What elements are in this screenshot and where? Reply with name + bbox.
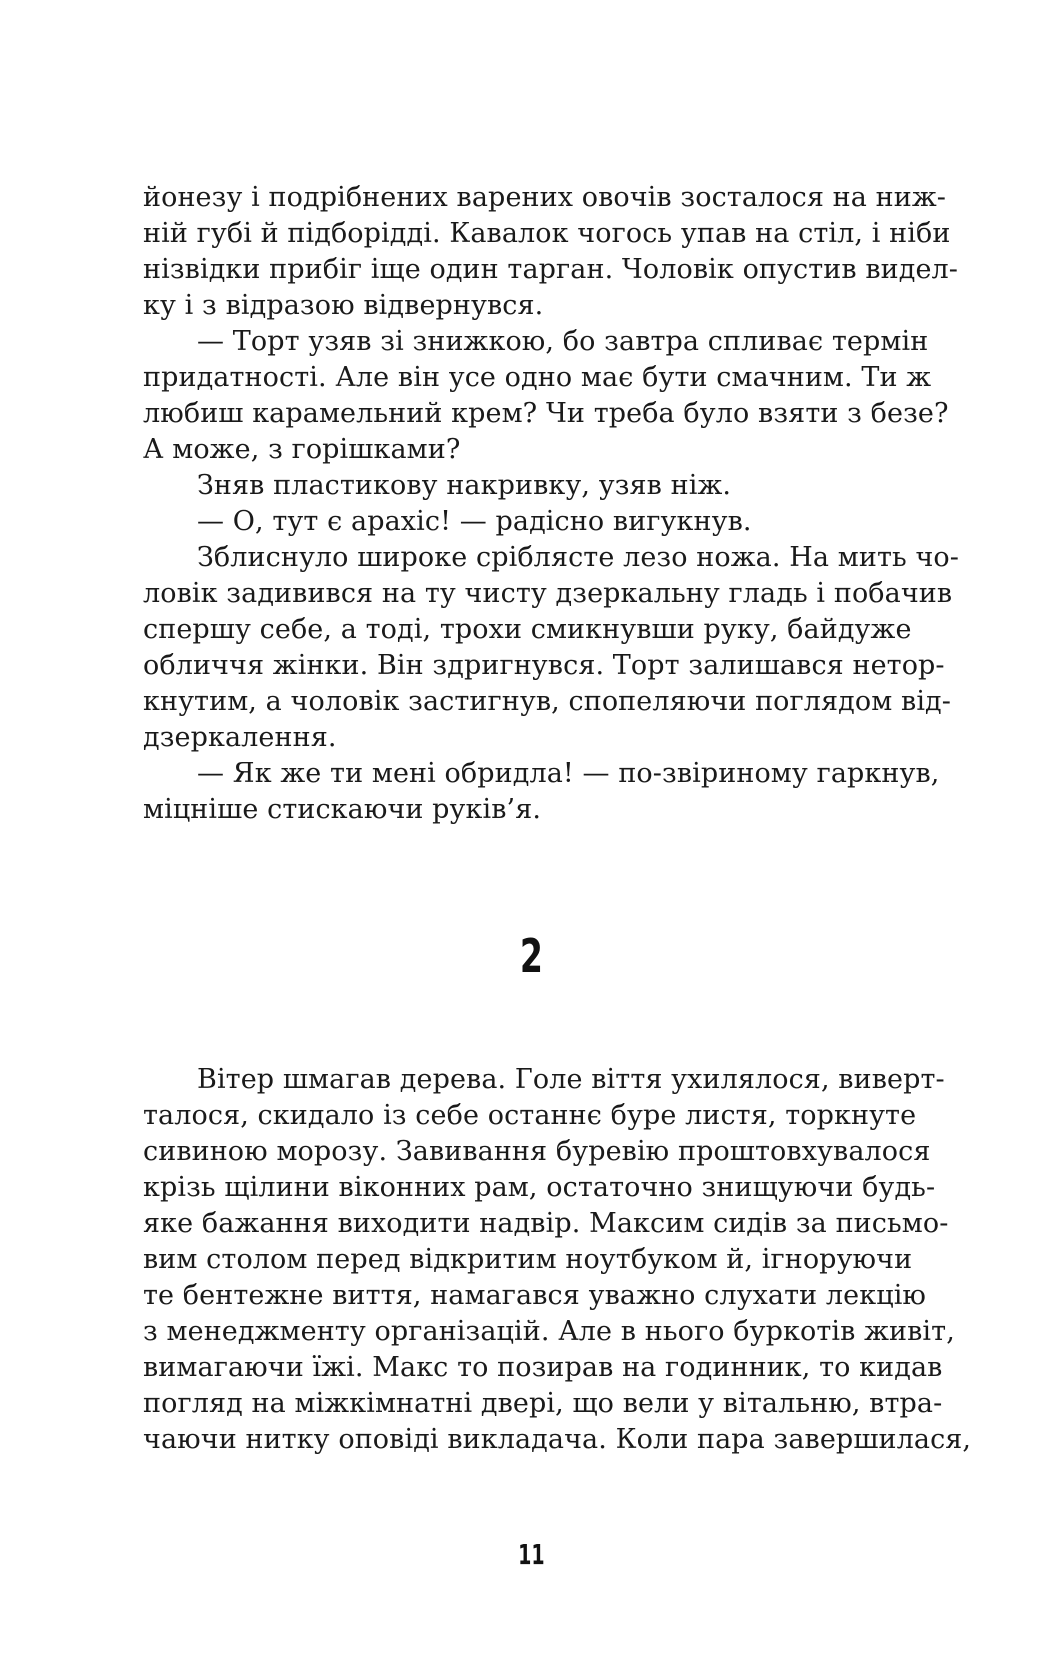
text-line: Зблиснуло широке сріблясте лезо ножа. На мить чо- xyxy=(197,542,960,573)
text-line: чаючи нитку оповіді викладача. Коли пара завершилася, xyxy=(143,1424,972,1455)
text-line: те бентежне виття, намагався уважно слухати лекцію xyxy=(143,1280,927,1311)
text-line: крізь щілини віконних рам, остаточно знищуючи будь- xyxy=(143,1172,936,1203)
text-line: яке бажання виходити надвір. Максим сидів за письмо- xyxy=(143,1208,949,1239)
text-line: міцніше стискаючи руків’я. xyxy=(143,794,542,825)
text-line: — Торт узяв зі знижкою, бо завтра спливає термін xyxy=(197,326,929,357)
text-line: талося, скидало із себе останнє буре листя, торкнуте xyxy=(143,1100,917,1131)
text-line: спершу себе, а тоді, трохи смикнувши руку, байдуже xyxy=(143,614,912,645)
text-line: — Як же ти мені обридла! — по-звіриному гаркнув, xyxy=(197,758,940,789)
text-line: — О, тут є арахіс! — радісно вигукнув. xyxy=(197,506,752,537)
text-line: з менеджменту організацій. Але в нього буркотів живіт, xyxy=(143,1316,955,1347)
text-line: А може, з горішками? xyxy=(143,434,461,465)
text-line: Вітер шмагав дерева. Голе віття ухилялося, виверт- xyxy=(197,1064,945,1095)
text-line: придатності. Але він усе одно має бути смачним. Ти ж xyxy=(143,362,932,393)
chapter-number: 2 xyxy=(519,929,543,983)
text-line: дзеркалення. xyxy=(143,722,337,753)
text-line: Зняв пластикову накривку, узяв ніж. xyxy=(197,470,732,501)
text-line: вим столом перед відкритим ноутбуком й, ігноруючи xyxy=(143,1244,913,1275)
text-line: нізвідки прибіг іще один тарган. Чоловік опустив видел- xyxy=(143,254,959,285)
text-line: сивиною морозу. Завивання буревію проштовхувалося xyxy=(143,1136,931,1167)
text-line: вимагаючи їжі. Макс то позирав на годинник, то кидав xyxy=(143,1352,943,1383)
text-line: кнутим, а чоловік застигнув, спопеляючи поглядом від- xyxy=(143,686,952,717)
text-line: обличчя жінки. Він здригнувся. Торт залишався нетор- xyxy=(143,650,945,681)
text-line: погляд на міжкімнатні двері, що вели у вітальню, втра- xyxy=(143,1388,943,1419)
text-line: ній губі й підборідді. Кавалок чогось упав на стіл, і ніби xyxy=(143,218,951,249)
text-line: ловік задивився на ту чисту дзеркальну гладь і побачив xyxy=(143,578,953,609)
text-line: любиш карамельний крем? Чи треба було взяти з безе? xyxy=(143,398,949,429)
text-line: ку і з відразою відвернувся. xyxy=(143,290,544,321)
text-line: йонезу і подрібнених варених овочів зосталося на ниж- xyxy=(143,182,947,213)
page-number: 11 xyxy=(518,1538,545,1571)
